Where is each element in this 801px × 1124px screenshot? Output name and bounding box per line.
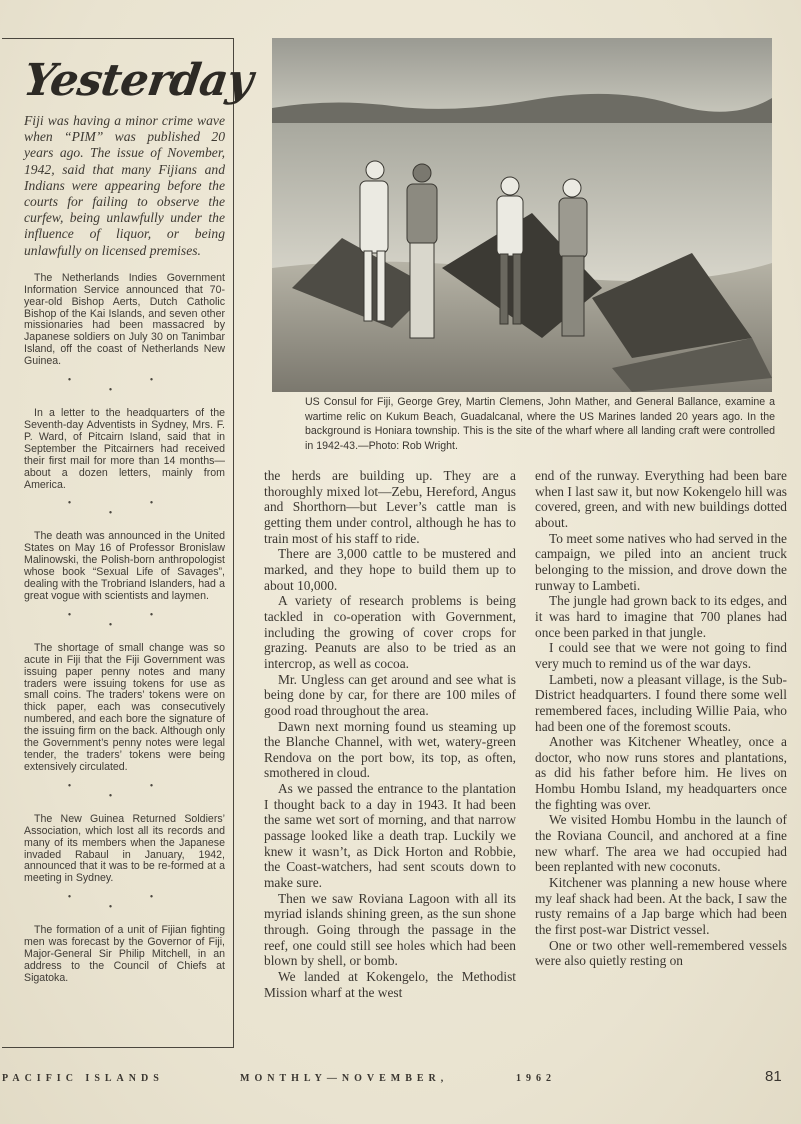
article-column-1	[264, 468, 516, 1000]
article-paragraph: To meet some natives who had served in the campaign, we piled into an ancient truck belonging to the mission, and drove down the runway to Lambeti.	[535, 530, 787, 593]
separator-dots: • • •	[67, 780, 192, 802]
article-paragraph: We visited Hombu Hombu in the launch of the Roviana Council, and anchored at a fine new wharf. The area we had occupied had been replanted with new coconuts.	[535, 812, 787, 875]
footer-publication: PACIFIC ISLANDS	[2, 1073, 164, 1084]
article-column-2	[535, 468, 787, 969]
article-paragraph: the herds are building up. They are a thoroughly mixed lot—Zebu, Hereford, Angus and Shorthorn—but Lever’s cattle man is getting them under control, although he has to train most of his staff to ride.	[264, 468, 516, 546]
article-paragraph: As we passed the entrance to the plantation I thought back to a day in 1943. It had been the same wet sort of morning, and that narrow passage looked like a death trap. Luckily we knew it wasn’t, as Dick Horton and Robbie, the Coast-watchers, had sent scouts down to make sure.	[264, 781, 516, 891]
article-paragraph: Lambeti, now a pleasant village, is the Sub-District headquarters. I found there some well remembered faces, including Willie Paia, who had been one of the foremost scouts.	[535, 671, 787, 734]
sidebar-note: The New Guinea Returned Soldiers’ Association, which lost all its records and many of its members when the Japanese invaded Rabaul in January, 1942, announced that it was to be re-formed at a meeting in Sydney.	[24, 812, 225, 885]
article-paragraph: A variety of research problems is being tackled in co-operation with Government, including the growing of cover crops for grazing. Peanuts are also to be tried as an intercrop, as well as cocoa.	[264, 593, 516, 671]
sidebar-heading: Yesterday	[20, 55, 256, 106]
article-paragraph: One or two other well-remembered vessels were also quietly resting on	[535, 937, 787, 969]
article-paragraph: I could see that we were not going to find very much to remind us of the war days.	[535, 640, 787, 671]
footer-year: 1962	[516, 1073, 556, 1084]
sidebar-note: The death was announced in the United States on May 16 of Professor Bronislaw Malinowski, the Polish-born anthropologist whose book “Sexual Life of Savages”, dealing with the Trobriand Islanders, had a great vogue with scientists and laymen.	[24, 530, 225, 602]
article-paragraph: Dawn next morning found us steaming up the Blanche Channel, with wet, watery-green Rendova on the port bow, its top, as often, smothered in cloud.	[264, 718, 516, 781]
photo-caption: US Consul for Fiji, George Grey, Martin Clemens, John Mather, and General Ballance, examine a wartime relic on Kukum Beach, Guadalcanal, where the US Marines landed 20 years ago. In the background is Honiara township. This is the site of the wharf where all landing craft were controlled in 1942-43.—Photo: Rob Wright.	[305, 396, 775, 452]
yesterday-sidebar	[2, 38, 256, 1048]
article-paragraph: The jungle had grown back to its edges, and it was hard to imagine that 700 planes had once been parked in that jungle.	[535, 593, 787, 640]
page-footer	[0, 1070, 801, 1090]
sidebar-intro: Fiji was having a minor crime wave when “PIM” was published 20 years ago. The issue of November, 1942, said that many Fijians and Indians were appearing before the courts for failing to observe the curfew, being unlawfully under the influence of liquor, or being unlawfully on licensed premises.	[24, 113, 225, 258]
sidebar-note: The shortage of small change was so acute in Fiji that the Fiji Government was issuing paper penny notes and many traders were issuing tokens for use as small coins. The traders’ tokens were on thick paper, each was consecutively numbered, and each bore the signature of the issuing firm on the back. Although only the Government’s penny notes were legal tender, the traders’ tokens were being extensively circulated.	[24, 641, 225, 773]
separator-dots: • • •	[67, 375, 192, 397]
footer-issue: MONTHLY—NOVEMBER,	[240, 1073, 449, 1084]
article-paragraph: end of the runway. Everything had been bare when I last saw it, but now Kokengelo hill was covered, green, and with new buildings dotted about.	[535, 468, 787, 530]
separator-dots: • • •	[67, 609, 192, 631]
article-paragraph: We landed at Kokengelo, the Methodist Mission wharf at the west	[264, 969, 516, 1000]
article-paragraph: Kitchener was planning a new house where my leaf shack had been. At the back, I saw the rusty remains of a Jap barge which had been the first post-war District vessel.	[535, 875, 787, 938]
sidebar-note: In a letter to the headquarters of the Seventh-day Adventists in Sydney, Mrs. F. P. Ward, of Pitcairn Island, said that in September the Pitcairners had received their first mail for more than 14 months—about a dozen letters, mainly from America.	[24, 407, 225, 491]
sidebar-note: The Netherlands Indies Government Information Service announced that 70-year-old Bishop Aerts, Dutch Catholic Bishop of the Kai Islands, and seven other missionaries had been massacred by Japanese soldiers on July 30 on Tanimbar Island, off the coast of Netherlands New Guinea.	[24, 271, 225, 368]
page-number: 81	[765, 1068, 782, 1085]
beach-photo	[272, 38, 772, 392]
sidebar-note: The formation of a unit of Fijian fighting men was forecast by the Governor of Fiji, Major-General Sir Philip Mitchell, in an address to the Council of Chiefs at Sigatoka.	[24, 924, 225, 984]
article-paragraph: Then we saw Roviana Lagoon with all its myriad islands shining green, as the sun shone through. Going through the passage in the reef, one could still see holes which had been blown by shell, or bomb.	[264, 890, 516, 969]
photo-illustration	[272, 38, 772, 392]
article-paragraph: Mr. Ungless can get around and see what is being done by car, for there are 100 miles of good road throughout the area.	[264, 671, 516, 718]
article-paragraph: There are 3,000 cattle to be mustered and marked, and they hope to build them up to about 10,000.	[264, 546, 516, 593]
separator-dots: • • •	[67, 498, 192, 520]
article-paragraph: Another was Kitchener Wheatley, once a doctor, who now runs stores and plantations, as did his father before him. He lives on Hombu Hombu Island, my headquarters once the fighting was over.	[535, 734, 787, 812]
separator-dots: • • •	[67, 892, 192, 914]
